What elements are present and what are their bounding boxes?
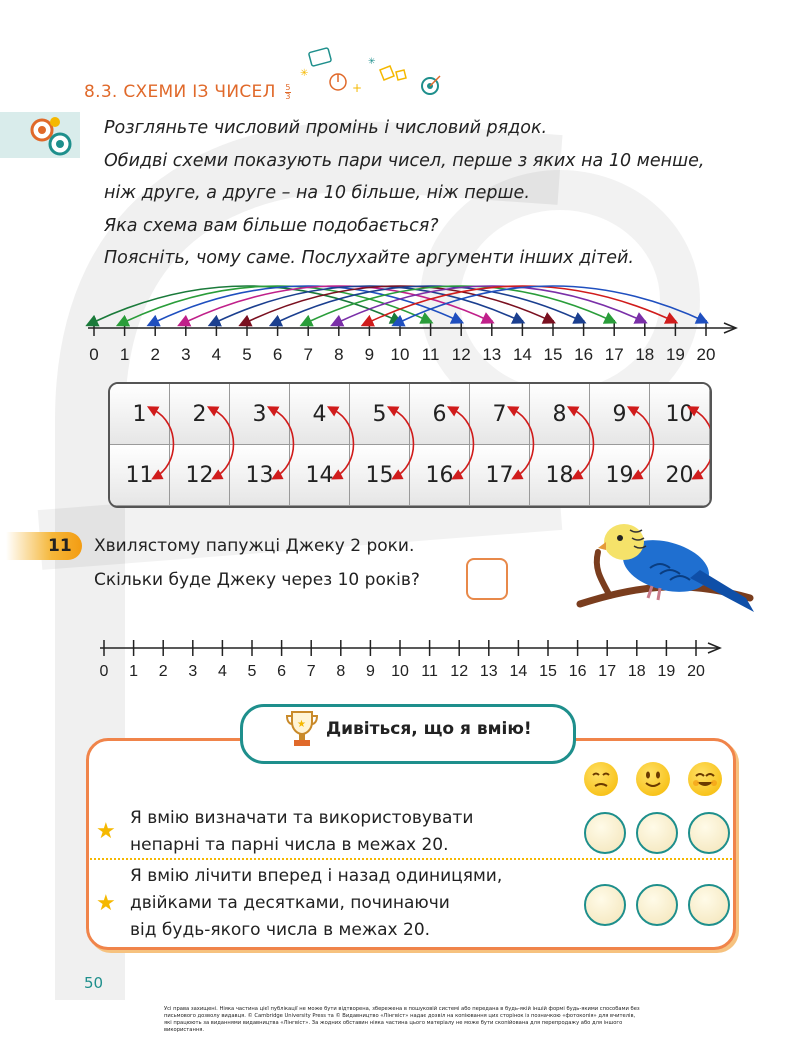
tick-label: 4 [217,663,227,680]
task-text-line: Хвилястому папужці Джеку 2 роки. [94,536,415,556]
self-assess-option-1-3[interactable] [688,812,730,854]
intro-line: Яка схема вам більше подобається? [104,215,439,236]
fraction-numerator: 5 [285,82,291,92]
skill-line: від будь-якого числа в межах 20. [130,920,431,940]
tick-label: 1 [129,663,139,680]
tick-label: 14 [512,345,532,364]
self-assess-option-2-3[interactable] [688,884,730,926]
tick-label: 13 [479,663,498,680]
grid-cell: 18 [530,445,590,506]
tick-label: 7 [303,345,313,364]
tick-label: 10 [390,345,410,364]
tick-label: 12 [450,663,469,680]
grid-cell: 3 [230,384,290,445]
tick-label: 15 [539,663,557,680]
tick-label: 6 [272,345,283,364]
grid-cell: 14 [290,445,350,506]
grid-cell: 10 [650,384,710,445]
grid-cell: 17 [470,445,530,506]
task-number: 11 [48,536,72,556]
tick-label: 5 [242,345,252,364]
grid-cell: 4 [290,384,350,445]
svg-text:★: ★ [297,719,306,730]
grid-cell: 8 [530,384,590,445]
smiling-face-icon[interactable] [636,762,670,796]
trophy-icon [286,708,318,752]
grid-cell: 13 [230,445,290,506]
skill-item-2 [130,863,502,944]
tick-label: 1 [119,345,130,364]
skill-item-1 [130,805,473,859]
tick-label: 17 [598,663,617,680]
tick-label: 9 [364,345,375,364]
grid-cell: 7 [470,384,530,445]
grid-cell: 11 [110,445,170,506]
tick-label: 4 [211,345,222,364]
tick-label: 0 [89,345,99,364]
tick-label: 9 [365,663,375,680]
grid-cell: 2 [170,384,230,445]
tick-label: 0 [99,663,109,680]
intro-line: Розгляньте числовий промінь і числовий рядок. [104,118,548,138]
tick-label: 7 [306,663,316,680]
page-number: 50 [84,974,104,992]
tick-label: 6 [277,663,287,680]
tick-label: 11 [421,663,438,680]
tick-label: 18 [627,663,646,680]
tick-label: 20 [696,345,716,364]
skill-line: Я вмію визначати та використовувати [130,808,474,828]
self-assess-option-2-1[interactable] [584,884,626,926]
intro-line: ніж друге, а друге – на 10 більше, ніж перше. [104,183,530,203]
intro-line: Обидві схеми показують пари чисел, перше з яких на 10 менше, [104,150,705,171]
tick-label: 5 [247,663,257,680]
tick-label: 3 [181,345,191,364]
section-title: 8.3. СХЕМИ ІЗ ЧИСЕЛ $\frac{5}{3}$ [84,82,291,102]
self-assess-option-1-2[interactable] [636,812,678,854]
skills-title: Дивіться, що я вмію! [326,719,532,739]
grid-cell: 5 [350,384,410,445]
tick-label: 3 [188,663,198,680]
copyright-notice: Усі права захищені. Ніяка частина цієї публікації не може бути відтворена, збережена в пошуковій системі або передана в будь-якій іншій формі будь-якими способами без письмового дозволу видавця. © Cambridge University Press та © Видавництво «Лінгвіст» надає дозвіл на копіювання цих сторінок із позначкою «фотокопія» для вчителів, які працюють за виданнями видавництва «Лінгвіст». За жодних обставин ніяка частина цього матеріалу не може бути скопійована для перепродажу або для іншого використання. [164,1006,640,1033]
tick-label: 16 [568,663,587,680]
self-assess-option-2-2[interactable] [636,884,678,926]
svg-text:✳: ✳ [368,57,376,67]
happy-face-icon[interactable] [688,762,722,796]
svg-text:+: + [352,81,363,95]
tick-label: 16 [574,345,594,364]
tick-label: 8 [336,663,346,680]
grid-cell: 9 [590,384,650,445]
tick-label: 13 [482,345,502,364]
grid-cell: 19 [590,445,650,506]
tick-label: 12 [451,345,471,364]
task-question: Скільки буде Джеку через 10 років? [94,570,420,590]
grid-cell: 12 [170,445,230,506]
tick-label: 2 [150,345,160,364]
self-assess-option-1-1[interactable] [584,812,626,854]
skill-line: непарні та парні числа в межах 20. [130,835,449,855]
tick-label: 14 [509,663,528,680]
star-icon: ★ [96,891,116,916]
tick-label: 10 [391,663,409,680]
star-icon: ★ [96,819,116,844]
skill-line: Я вмію лічити вперед і назад одиницями, [130,866,503,886]
worried-face-icon[interactable] [584,762,618,796]
tick-label: 19 [665,345,685,364]
grid-cell: 20 [650,445,710,506]
intro-line: Поясніть, чому саме. Послухайте аргументи інших дітей. [104,248,634,268]
tick-label: 11 [421,345,440,364]
skills-divider [90,858,732,860]
tick-label: 8 [334,345,344,364]
tick-label: 20 [687,663,705,680]
tick-label: 15 [543,345,563,364]
fraction-denominator: 3 [285,91,291,101]
grid-cell: 16 [410,445,470,506]
tick-label: 19 [657,663,676,680]
tick-label: 17 [604,345,624,364]
tick-label: 18 [635,345,655,364]
skill-line: двійками та десятками, починаючи [130,893,450,913]
grid-cell: 6 [410,384,470,445]
grid-cell: 1 [110,384,170,445]
grid-cell: 15 [350,445,410,506]
tick-label: 2 [158,663,168,680]
svg-text:✳: ✳ [300,68,309,79]
